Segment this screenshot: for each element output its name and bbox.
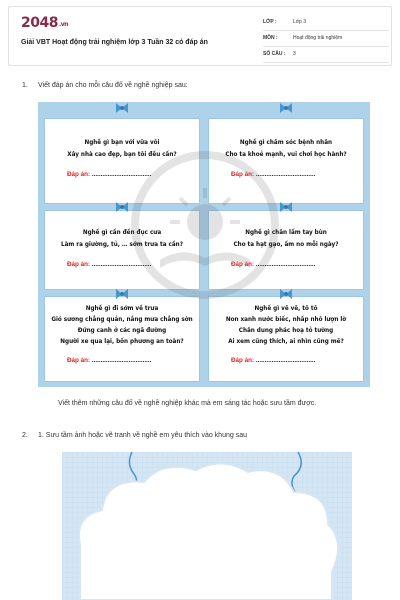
riddle-card-3 [44, 210, 200, 290]
answer-blank[interactable] [231, 171, 315, 178]
logo-suffix: .vn [58, 21, 68, 28]
riddle-line: Cho ta khoẻ mạnh, vui chơi học hành? [225, 151, 347, 158]
logo-text: 2048 [21, 15, 58, 31]
riddle-line: Làm ra giường, tủ, … sớm trưa ta cần? [60, 241, 183, 248]
riddle-line: Gió sương chẳng quản, nắng mưa chẳng sờn [51, 316, 193, 323]
answer-label: Đáp án: [67, 261, 91, 268]
answer-blank[interactable] [67, 171, 151, 178]
meta-key: LỚP : [263, 19, 277, 25]
meta-key: SỐ CÂU : [263, 51, 286, 57]
answer-blank[interactable] [231, 357, 315, 364]
riddle-line: Nghề gì chăm sóc bệnh nhân [239, 139, 333, 146]
bow-icon [115, 102, 129, 114]
question-2-number: 2. [22, 432, 28, 439]
riddle-line: Cho ta hạt gạo, ấm no mỗi ngày? [233, 241, 339, 248]
riddle-line: Non xanh nước biếc, nhấp nhô lượn lờ [225, 316, 347, 323]
riddle-line: Nghề gì chân lấm tay bùn [245, 229, 327, 236]
answer-dots: .................................. [90, 261, 152, 268]
answer-dots: .................................. [254, 261, 316, 268]
answer-blank[interactable] [231, 261, 315, 268]
meta-value: Lớp 3 [293, 19, 307, 25]
answer-dots: .................................. [254, 357, 316, 364]
answer-dots: .................................. [90, 171, 152, 178]
riddle-card-5 [44, 296, 200, 382]
bow-icon [115, 288, 129, 300]
document-title: Giải VBT Hoạt động trải nghiệm lớp 3 Tuần 32 có đáp án [21, 39, 208, 46]
bow-icon [279, 102, 293, 114]
meta-row-grade [263, 15, 389, 31]
riddle-line: Nghề gì vẽ vẽ, tô tô [254, 305, 318, 312]
site-logo[interactable] [21, 15, 68, 31]
meta-value: 3 [293, 51, 296, 57]
riddle-line: Đứng canh ở các ngã đường [77, 327, 167, 334]
answer-label: Đáp án: [67, 171, 91, 178]
question-2-prompt: 1. Sưu tầm ảnh hoặc vẽ tranh về nghề em yêu thích vào khung sau [38, 432, 247, 439]
riddle-line: Xây nhà cao đẹp, bạn tôi đều cần? [67, 151, 177, 158]
answer-dots: .................................. [254, 171, 316, 178]
question-1-prompt: Viết đáp án cho mỗi câu đố về nghề nghiệp sau: [38, 82, 188, 89]
meta-row-subject [263, 31, 389, 47]
bow-icon [115, 201, 129, 213]
question-1-number: 1. [22, 82, 28, 89]
riddle-card-2 [208, 118, 364, 204]
answer-blank[interactable] [67, 357, 151, 364]
document-meta [263, 15, 389, 63]
riddle-line: Nghề gì bạn với vữa vôi [84, 139, 160, 146]
answer-label: Đáp án: [231, 171, 255, 178]
riddle-panel [38, 102, 370, 387]
answer-label: Đáp án: [231, 357, 255, 364]
riddle-card-1 [44, 118, 200, 204]
answer-label: Đáp án: [231, 261, 255, 268]
bow-icon [279, 201, 293, 213]
question-1-footer: Viết thêm những câu đố về nghề nghiệp khác mà em sáng tác hoặc sưu tầm được. [58, 400, 317, 407]
answer-dots: .................................. [90, 357, 152, 364]
answer-blank[interactable] [67, 261, 151, 268]
meta-key: MÔN : [263, 35, 278, 41]
drawing-frame[interactable] [62, 452, 352, 600]
riddle-card-4 [208, 210, 364, 290]
riddle-line: Người xe qua lại, bốn phương an toàn? [60, 338, 184, 345]
riddle-line: Nghề gì cần đến đục cưa [82, 229, 162, 236]
document-header [8, 6, 392, 66]
meta-value: Hoạt động trải nghiệm [293, 35, 343, 41]
meta-row-count [263, 47, 389, 63]
riddle-line: Chân dung phác hoạ tỏ tường [238, 327, 334, 334]
riddle-line: Ai xem cũng thích, ai nhìn cũng mê? [228, 338, 344, 345]
riddle-card-6 [208, 296, 364, 382]
riddle-line: Nghề gì đi sớm về trưa [85, 305, 159, 312]
answer-label: Đáp án: [67, 357, 91, 364]
bow-icon [279, 288, 293, 300]
cloud-frame-icon [62, 452, 352, 600]
